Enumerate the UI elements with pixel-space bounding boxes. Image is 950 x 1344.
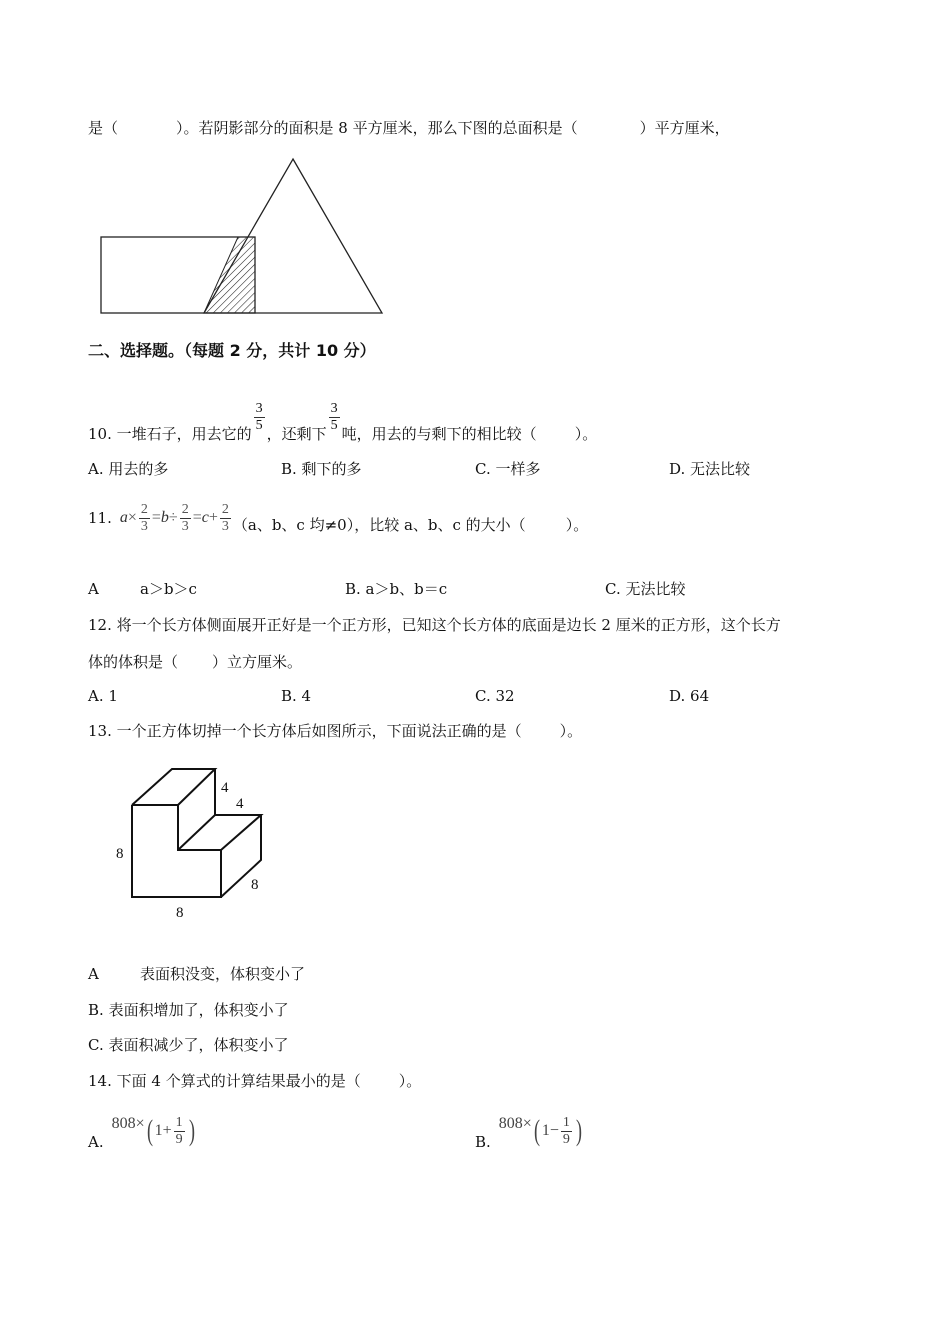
q9-line xyxy=(88,118,730,138)
label-left-height: 8 xyxy=(116,846,124,862)
q11-text-b: ）。 xyxy=(565,516,589,534)
q12-text-line1: 将一个长方体侧面展开正好是一个正方形，已知这个长方体的底面是边长 2 厘米的正方形，这个长方 xyxy=(116,616,781,634)
q12-option-b[interactable]: B. 4 xyxy=(281,687,312,705)
q9-text-b: ）。若阴影部分的面积是 8 平方厘米，那么下图的总面积是（ xyxy=(176,119,578,137)
q14-expr-a: 808× ( 1 + $\frac{1}{9}$ ) xyxy=(111,1114,195,1147)
label-bottom-width: 8 xyxy=(176,905,184,921)
q9-text-a: 是（ xyxy=(88,119,119,137)
q11-option-b[interactable]: B. a＞b、b＝c xyxy=(345,580,448,598)
label-right-depth: 8 xyxy=(251,877,259,893)
q13-option-c[interactable]: C. 表面积减少了，体积变小了 xyxy=(88,1036,289,1054)
q10-text-c: 吨，用去的与剩下的相比较（ xyxy=(341,425,537,443)
q12-line1 xyxy=(88,615,781,635)
front-face xyxy=(132,805,221,897)
q11-line xyxy=(88,494,588,542)
q12-option-a[interactable]: A. 1 xyxy=(88,687,118,705)
q10-text-d: ）。 xyxy=(574,425,598,443)
q10-option-c[interactable]: C. 一样多 xyxy=(475,460,541,478)
fraction: $\frac{3}{5}$ xyxy=(330,401,338,433)
q12-text-a: 体的体积是（ xyxy=(88,653,179,671)
top-face-high xyxy=(132,769,215,805)
q13-number: 13. xyxy=(88,722,112,740)
q14-option-b[interactable]: B. 808× ( 1 − $\frac{1}{9}$ ) xyxy=(475,1114,582,1151)
q11-text-a: （a、b、c 均≠0），比较 a、b、c 的大小（ xyxy=(232,516,526,534)
q10-option-d[interactable]: D. 无法比较 xyxy=(669,460,751,478)
label-top-depth: 4 xyxy=(236,796,244,812)
q9-figure xyxy=(95,155,390,320)
q10-line xyxy=(88,384,597,444)
q10-text-b: ，还剩下 xyxy=(266,425,327,443)
q14-number: 14. xyxy=(88,1072,112,1090)
q13-option-a[interactable]: A 表面积没变，体积变小了 xyxy=(88,965,306,983)
q12-option-c[interactable]: C. 32 xyxy=(475,687,515,705)
q12-text-b: ）立方厘米。 xyxy=(212,653,303,671)
q11-formula: a × $\frac{2}{3}$ = b ÷ $\frac{2}{3}$ = c + $\frac{2}{3}$ xyxy=(119,501,229,534)
q13-text-b: ）。 xyxy=(559,722,583,740)
q11-option-a-label[interactable]: A xyxy=(88,580,99,598)
q13-text-a: 一个正方体切掉一个长方体后如图所示，下面说法正确的是（ xyxy=(116,722,522,740)
q10-text-a: 一堆石子，用去它的 xyxy=(116,425,252,443)
q11-option-a-text[interactable]: a＞b＞c xyxy=(140,580,197,598)
q12-option-d[interactable]: D. 64 xyxy=(669,687,710,705)
q10-option-b[interactable]: B. 剩下的多 xyxy=(281,460,362,478)
q12-line2 xyxy=(88,652,302,672)
q14-text-b: ）。 xyxy=(398,1072,422,1090)
q11-option-c[interactable]: C. 无法比较 xyxy=(605,580,686,598)
q14-option-a[interactable]: A. 808× ( 1 + $\frac{1}{9}$ ) xyxy=(88,1114,195,1151)
q13-line xyxy=(88,721,582,741)
shaded-region xyxy=(204,237,255,313)
q12-number: 12. xyxy=(88,616,112,634)
q10-number: 10. xyxy=(88,425,112,443)
q14-text-a: 下面 4 个算式的计算结果最小的是（ xyxy=(116,1072,361,1090)
q13-option-b[interactable]: B. 表面积增加了，体积变小了 xyxy=(88,1001,289,1019)
top-face-low xyxy=(178,815,261,850)
q13-figure xyxy=(105,760,285,925)
fraction: $\frac{3}{5}$ xyxy=(255,401,263,433)
q14-line xyxy=(88,1071,421,1091)
section-heading: 二、选择题。（每题 2 分，共计 10 分） xyxy=(88,341,376,360)
q14-expr-b: 808× ( 1 − $\frac{1}{9}$ ) xyxy=(498,1114,582,1147)
q9-text-c: ）平方厘米， xyxy=(639,119,730,137)
label-top-height: 4 xyxy=(221,780,229,796)
q10-option-a[interactable]: A. 用去的多 xyxy=(88,460,169,478)
q11-number: 11. xyxy=(88,509,112,527)
